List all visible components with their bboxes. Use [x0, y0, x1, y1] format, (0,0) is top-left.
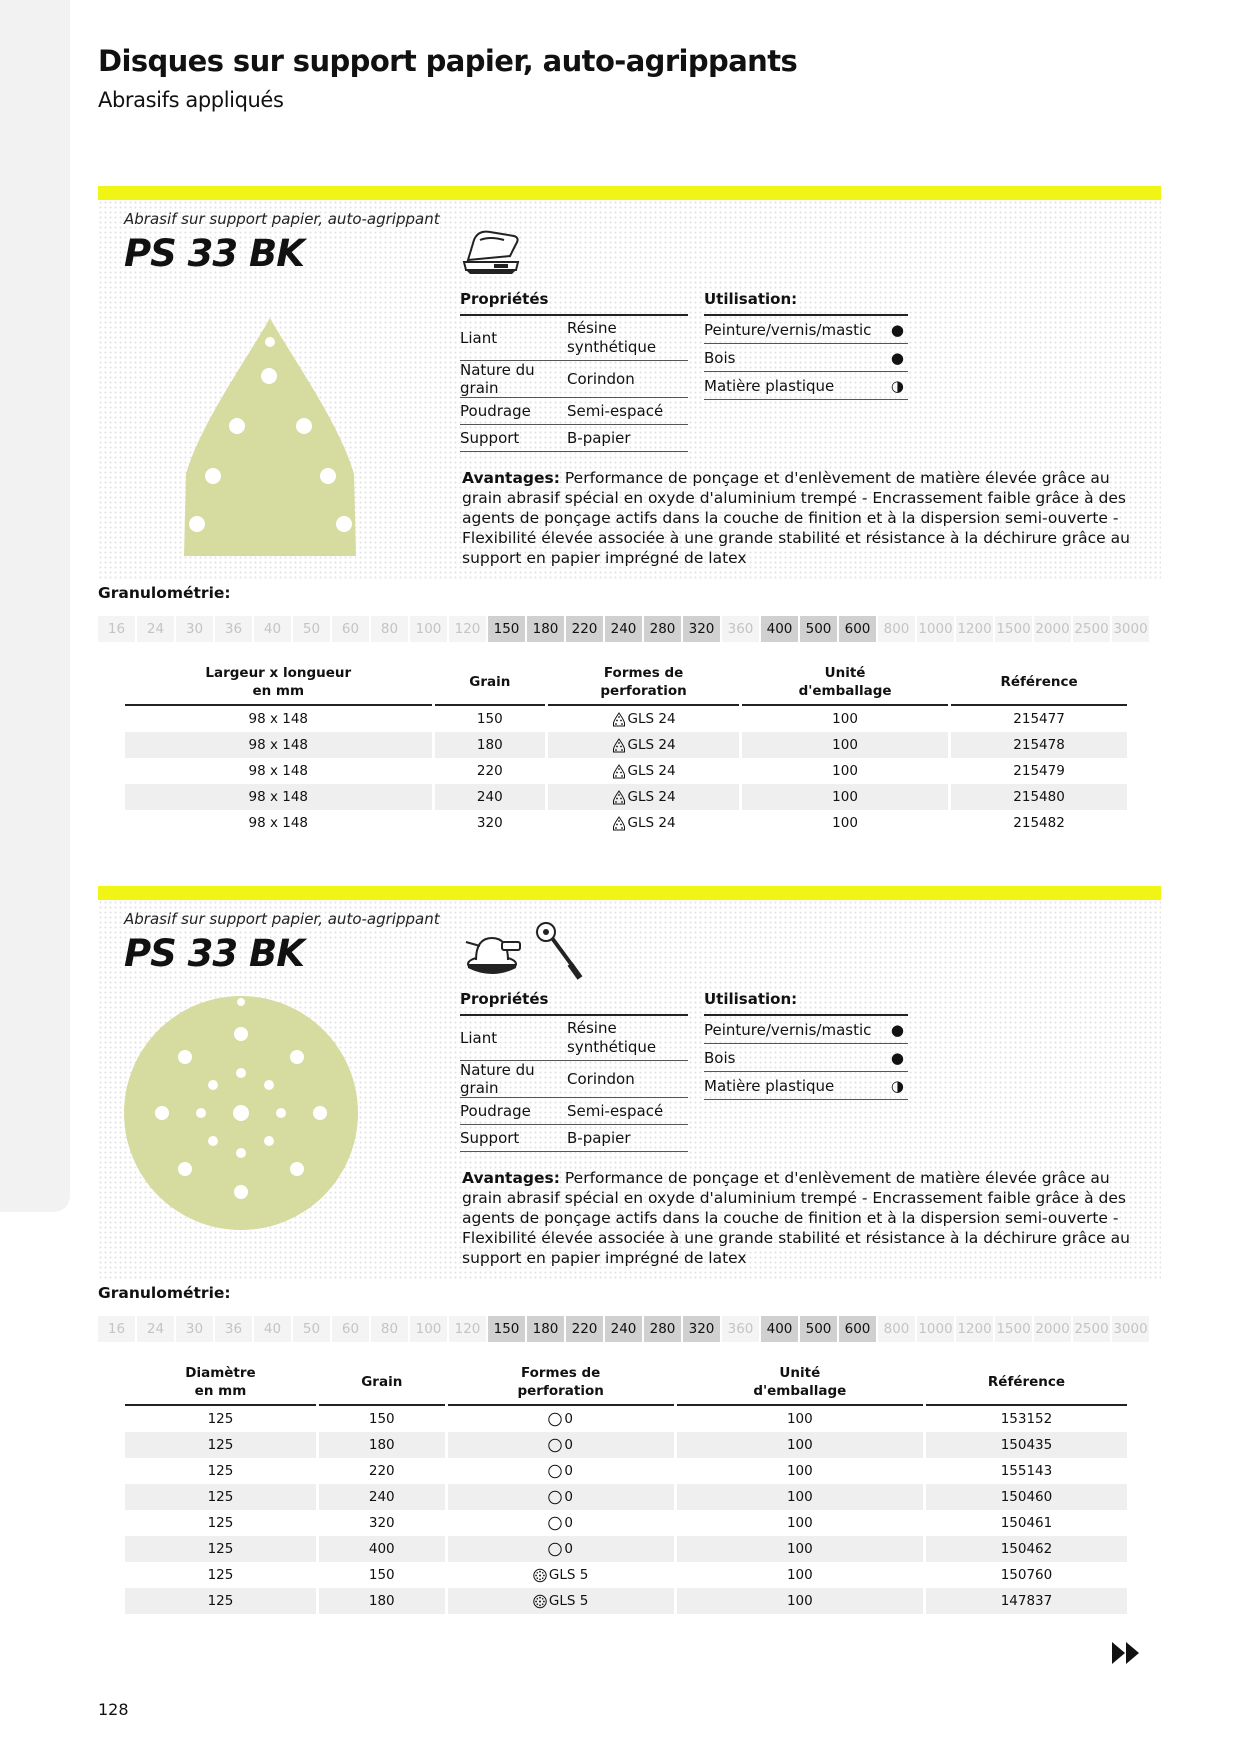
property-key: Support [460, 429, 520, 447]
grain-cell: 1500 [995, 1316, 1032, 1342]
property-value: Semi-espacé [567, 1101, 664, 1120]
reference-header: Référence [926, 1360, 1127, 1406]
property-key: Poudrage [460, 1102, 531, 1120]
perforation-label: 0 [564, 1437, 573, 1453]
packaging-unit-cell: 100 [677, 1432, 923, 1458]
grain-cell: 120 [449, 1316, 486, 1342]
grain-cell: 150 [476, 711, 503, 727]
delta-perforation-icon [612, 790, 626, 805]
dimension-cell: 125 [125, 1484, 316, 1510]
grain-cell: 180 [527, 1316, 564, 1342]
grain-cell: 220 [566, 1316, 603, 1342]
property-key: Support [460, 1129, 520, 1147]
packaging-unit-cell: 100 [786, 1515, 813, 1531]
perforation-label: 0 [564, 1541, 573, 1557]
usage-heading: Utilisation: [704, 990, 908, 1016]
reference-cell: 215482 [1013, 815, 1065, 831]
reference-cell: 215479 [1013, 763, 1065, 779]
dimension-cell: 125 [207, 1411, 234, 1427]
property-row [460, 1098, 688, 1125]
perforation-cell [448, 1588, 674, 1614]
reference-cell: 150460 [926, 1484, 1127, 1510]
usage-label: Bois [704, 1048, 736, 1067]
packaging-unit-cell: 100 [677, 1484, 923, 1510]
grain-cell: 1200 [956, 616, 993, 642]
grain-cell: 500 [800, 1316, 837, 1342]
perforation-cell [448, 1510, 674, 1536]
packaging-unit-cell: 100 [832, 711, 858, 727]
granulometry-label: Granulométrie: [98, 1284, 231, 1302]
reference-cell: 215480 [951, 784, 1127, 810]
dimension-cell: 125 [125, 1536, 316, 1562]
dimension-cell: 125 [125, 1588, 316, 1614]
grain-cell: 36 [215, 616, 252, 642]
property-row [460, 316, 688, 361]
dimension-cell: 98 x 148 [125, 784, 432, 810]
property-row [460, 1016, 688, 1061]
page-title: Disques sur support papier, auto-agrippants [98, 44, 798, 78]
grain-cell: 2500 [1073, 1316, 1110, 1342]
grain-cell: 1500 [995, 616, 1032, 642]
table-row [125, 784, 1127, 810]
grain-cell: 150 [368, 1411, 395, 1427]
product-table [122, 660, 1130, 836]
table-row [125, 810, 1127, 836]
no-holes-icon [548, 1412, 562, 1427]
grain-cell: 320 [368, 1515, 395, 1531]
delta-perforation-icon [612, 764, 626, 779]
next-page-arrow-icon[interactable] [1110, 1640, 1142, 1666]
perforation-cell [448, 1562, 674, 1588]
grain-cell: 180 [435, 732, 546, 758]
grain-cell: 16 [98, 616, 135, 642]
grain-strip [98, 1316, 1149, 1342]
property-value: Semi-espacé [567, 401, 664, 420]
usage-row [704, 316, 908, 344]
dimension-cell: 98 x 148 [248, 711, 309, 727]
grain-cell: 180 [527, 616, 564, 642]
grain-cell: 400 [319, 1536, 445, 1562]
perforation-label: GLS 24 [627, 711, 676, 727]
packaging-unit-header: Unité d'emballage [742, 660, 948, 706]
grain-cell: 80 [371, 1316, 408, 1342]
grain-cell: 1000 [917, 1316, 954, 1342]
property-row [460, 1061, 688, 1098]
no-holes-icon [548, 1490, 562, 1505]
perforation-label: GLS 5 [548, 1593, 589, 1609]
advantages-label: Avantages: [462, 1169, 560, 1187]
perforation-label: 0 [564, 1411, 573, 1427]
grain-cell: 150 [368, 1567, 395, 1583]
table-row [125, 732, 1127, 758]
properties-table [460, 990, 688, 1152]
delta-perforation-icon [612, 738, 626, 753]
packaging-unit-cell: 100 [786, 1463, 813, 1479]
grain-cell: 50 [293, 1316, 330, 1342]
delta-sanding-sheet-image [180, 314, 360, 558]
dimension-cell: 125 [207, 1463, 234, 1479]
suitability-symbol: ● [890, 320, 904, 339]
grain-cell: 220 [368, 1463, 395, 1479]
delta-perforation-icon [612, 816, 626, 831]
property-row [460, 1125, 688, 1152]
grain-cell: 180 [319, 1432, 445, 1458]
product-subtitle: Abrasif sur support papier, auto-agrippant [124, 910, 440, 928]
reference-cell: 155143 [1000, 1463, 1053, 1479]
multi-hole-icon [533, 1568, 547, 1583]
random-orbit-sander-icon [462, 924, 524, 978]
section-accent-bar [98, 186, 1161, 200]
grain-cell: 800 [878, 1316, 915, 1342]
reference-cell: 153152 [1000, 1411, 1053, 1427]
usage-label: Matière plastique [704, 1076, 835, 1095]
no-holes-icon [548, 1438, 562, 1453]
usage-label: Peinture/vernis/mastic [704, 320, 872, 339]
perforation-cell [548, 810, 739, 836]
grain-cell: 150 [488, 616, 525, 642]
usage-row [704, 1016, 908, 1044]
grain-cell: 280 [644, 1316, 681, 1342]
grain-cell: 24 [137, 1316, 174, 1342]
properties-heading: Propriétés [460, 290, 688, 316]
grain-cell: 120 [449, 616, 486, 642]
grain-cell: 800 [878, 616, 915, 642]
table-row [125, 1484, 1127, 1510]
grain-cell: 240 [319, 1484, 445, 1510]
packaging-unit-cell: 100 [786, 1567, 813, 1583]
suitability-symbol: ● [890, 348, 904, 367]
product-table [122, 1360, 1130, 1614]
table-row [125, 1562, 1127, 1588]
grain-header: Grain [435, 660, 546, 706]
delta-sander-icon [460, 226, 522, 278]
property-value: Corindon [567, 1069, 635, 1088]
perforation-label: 0 [564, 1463, 573, 1479]
grain-cell: 2000 [1034, 616, 1071, 642]
grain-cell: 3000 [1112, 616, 1149, 642]
property-key: Poudrage [460, 402, 531, 420]
dimension-header: Diamètre en mm [125, 1360, 316, 1406]
grain-cell: 2500 [1073, 616, 1110, 642]
page-subtitle: Abrasifs appliqués [98, 88, 284, 112]
grain-header: Grain [319, 1360, 445, 1406]
property-value: Corindon [567, 369, 635, 388]
dimension-header: Largeur x longueur en mm [125, 660, 432, 706]
suitability-symbol: ◑ [890, 1076, 904, 1095]
grain-cell: 60 [332, 616, 369, 642]
grain-cell: 80 [371, 616, 408, 642]
property-value: B-papier [567, 1128, 631, 1147]
grain-cell: 400 [761, 1316, 798, 1342]
product-title: PS 33 BK [124, 232, 304, 275]
grain-cell: 600 [839, 616, 876, 642]
perforation-label: GLS 24 [627, 789, 676, 805]
reference-cell: 150461 [1000, 1515, 1053, 1531]
usage-row [704, 372, 908, 400]
grain-cell: 240 [435, 784, 546, 810]
grain-cell: 100 [410, 616, 447, 642]
reference-cell: 150760 [1000, 1567, 1053, 1583]
product-title: PS 33 BK [124, 932, 304, 975]
grain-cell: 320 [683, 1316, 720, 1342]
advantages-body: Performance de ponçage et d'enlèvement de matière élevée grâce au grain abrasif spécial en oxyde d'aluminium trempé - Encrassement faible grâce à des agents de ponçage actifs dans la couche de finition et à la dispersion semi-ouverte - Flexibilité élevée associée à une grande stabilité et résistance à la déchirure grâce au support en papier imprégné de latex [462, 469, 1130, 567]
reference-cell: 150435 [926, 1432, 1127, 1458]
table-row [125, 1458, 1127, 1484]
property-key: Liant [460, 329, 498, 347]
perforation-label: GLS 24 [627, 815, 676, 831]
grain-cell: 280 [644, 616, 681, 642]
grain-cell: 320 [476, 815, 503, 831]
grain-cell: 50 [293, 616, 330, 642]
packaging-unit-cell: 100 [786, 1411, 813, 1427]
table-row [125, 758, 1127, 784]
grain-cell: 40 [254, 616, 291, 642]
side-tab [0, 0, 70, 1212]
dimension-cell: 125 [207, 1515, 234, 1531]
advantages-text [462, 468, 1152, 568]
grain-cell: 360 [722, 1316, 759, 1342]
table-row [125, 1406, 1127, 1432]
no-holes-icon [548, 1542, 562, 1557]
grain-cell: 60 [332, 1316, 369, 1342]
usage-label: Matière plastique [704, 376, 835, 395]
perforation-header: Formes de perforation [448, 1360, 674, 1406]
grain-cell: 360 [722, 616, 759, 642]
grain-cell: 16 [98, 1316, 135, 1342]
usage-heading: Utilisation: [704, 290, 908, 316]
packaging-unit-cell: 100 [832, 815, 858, 831]
dimension-cell: 98 x 148 [125, 732, 432, 758]
page-number: 128 [98, 1700, 129, 1719]
dimension-cell: 125 [207, 1567, 234, 1583]
grain-cell: 220 [476, 763, 503, 779]
packaging-unit-cell: 100 [677, 1536, 923, 1562]
property-key: Liant [460, 1029, 498, 1047]
suitability-symbol: ◑ [890, 376, 904, 395]
reference-cell: 215478 [951, 732, 1127, 758]
perforation-cell [548, 784, 739, 810]
grain-cell: 100 [410, 1316, 447, 1342]
grain-cell: 3000 [1112, 1316, 1149, 1342]
table-row [125, 1588, 1127, 1614]
property-row [460, 398, 688, 425]
perforation-label: 0 [564, 1489, 573, 1505]
section-accent-bar [98, 886, 1161, 900]
reference-cell: 147837 [926, 1588, 1127, 1614]
properties-heading: Propriétés [460, 990, 688, 1016]
perforation-label: GLS 24 [627, 737, 676, 753]
advantages-label: Avantages: [462, 469, 560, 487]
perforation-label: GLS 5 [548, 1567, 589, 1583]
grain-cell: 40 [254, 1316, 291, 1342]
grain-cell: 2000 [1034, 1316, 1071, 1342]
usage-label: Bois [704, 348, 736, 367]
packaging-unit-cell: 100 [677, 1588, 923, 1614]
perforation-cell [448, 1458, 674, 1484]
packaging-unit-header: Unité d'emballage [677, 1360, 923, 1406]
property-value: Résine synthétique [567, 319, 657, 356]
property-key: Nature du grain [460, 361, 535, 397]
usage-label: Peinture/vernis/mastic [704, 1020, 872, 1039]
property-value: B-papier [567, 428, 631, 447]
grain-cell: 240 [605, 1316, 642, 1342]
property-key: Nature du grain [460, 1061, 535, 1097]
advantages-text [462, 1168, 1152, 1268]
long-neck-sander-icon [530, 920, 586, 982]
perforation-cell [548, 758, 739, 784]
product-subtitle: Abrasif sur support papier, auto-agrippant [124, 210, 440, 228]
suitability-symbol: ● [890, 1020, 904, 1039]
grain-cell: 1200 [956, 1316, 993, 1342]
perforation-label: GLS 24 [627, 763, 676, 779]
packaging-unit-cell: 100 [742, 732, 948, 758]
round-sanding-disc-image [122, 994, 360, 1232]
grain-cell: 500 [800, 616, 837, 642]
perforation-label: 0 [564, 1515, 573, 1531]
grain-cell: 36 [215, 1316, 252, 1342]
perforation-cell [448, 1484, 674, 1510]
grain-cell: 240 [605, 616, 642, 642]
packaging-unit-cell: 100 [832, 763, 858, 779]
grain-cell: 30 [176, 616, 213, 642]
packaging-unit-cell: 100 [742, 784, 948, 810]
table-row [125, 1432, 1127, 1458]
usage-table [704, 990, 908, 1100]
table-row [125, 1536, 1127, 1562]
table-row [125, 1510, 1127, 1536]
grain-strip [98, 616, 1149, 642]
delta-perforation-icon [612, 712, 626, 727]
granulometry-label: Granulométrie: [98, 584, 231, 602]
reference-cell: 215477 [1013, 711, 1065, 727]
grain-cell: 600 [839, 1316, 876, 1342]
properties-table [460, 290, 688, 452]
grain-cell: 220 [566, 616, 603, 642]
usage-row [704, 1072, 908, 1100]
usage-row [704, 1044, 908, 1072]
dimension-cell: 98 x 148 [248, 763, 309, 779]
grain-cell: 150 [488, 1316, 525, 1342]
suitability-symbol: ● [890, 1048, 904, 1067]
property-row [460, 425, 688, 452]
grain-cell: 30 [176, 1316, 213, 1342]
reference-cell: 150462 [926, 1536, 1127, 1562]
grain-cell: 320 [683, 616, 720, 642]
perforation-cell [548, 706, 739, 732]
property-row [460, 361, 688, 398]
grain-cell: 1000 [917, 616, 954, 642]
reference-header: Référence [951, 660, 1127, 706]
no-holes-icon [548, 1516, 562, 1531]
advantages-body: Performance de ponçage et d'enlèvement de matière élevée grâce au grain abrasif spécial en oxyde d'aluminium trempé - Encrassement faible grâce à des agents de ponçage actifs dans la couche de finition et à la dispersion semi-ouverte - Flexibilité élevée associée à une grande stabilité et résistance à la déchirure grâce au support en papier imprégné de latex [462, 1169, 1130, 1267]
grain-cell: 24 [137, 616, 174, 642]
dimension-cell: 125 [125, 1432, 316, 1458]
property-value: Résine synthétique [567, 1019, 657, 1056]
dimension-cell: 98 x 148 [248, 815, 309, 831]
perforation-cell [448, 1432, 674, 1458]
perforation-cell [448, 1536, 674, 1562]
usage-table [704, 290, 908, 400]
grain-cell: 180 [319, 1588, 445, 1614]
multi-hole-icon [533, 1594, 547, 1609]
perforation-cell [448, 1406, 674, 1432]
perforation-cell [548, 732, 739, 758]
grain-cell: 400 [761, 616, 798, 642]
table-row [125, 706, 1127, 732]
perforation-header: Formes de perforation [548, 660, 739, 706]
usage-row [704, 344, 908, 372]
no-holes-icon [548, 1464, 562, 1479]
